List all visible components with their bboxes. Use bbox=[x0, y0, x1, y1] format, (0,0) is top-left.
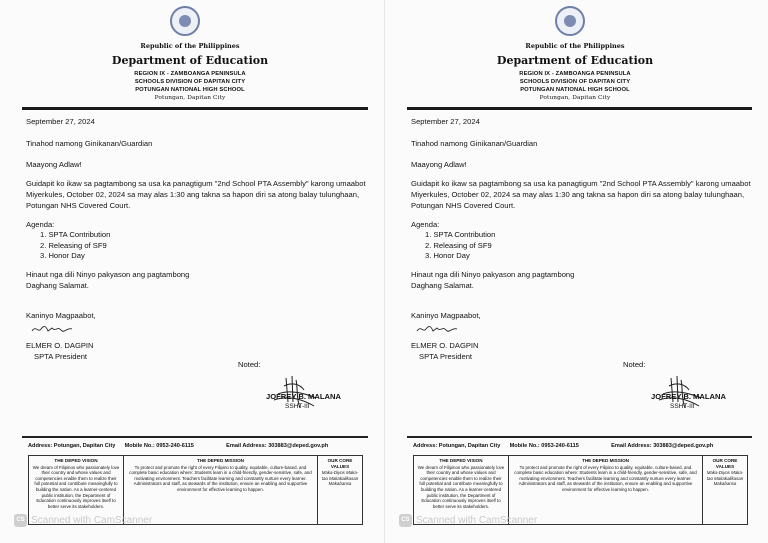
letter-addressee: Tinahod namong Ginikanan/Guardian bbox=[411, 139, 538, 148]
values-title: OUR CORE VALUES bbox=[712, 458, 738, 469]
school-heading: POTUNGAN NATIONAL HIGH SCHOOL bbox=[520, 87, 630, 93]
values-title: OUR CORE VALUES bbox=[327, 458, 353, 469]
mission-title: THE DEPED MISSION bbox=[197, 458, 244, 463]
values-column bbox=[318, 456, 362, 524]
region-heading: REGION IX - ZAMBOANGA PENINSULA bbox=[134, 71, 246, 77]
camscanner-watermark bbox=[399, 514, 537, 527]
camscanner-logo-icon: CS bbox=[14, 514, 27, 527]
footer-email: Email Address: 303883@deped.gov.ph bbox=[226, 443, 329, 449]
letter-addressee: Tinahod namong Ginikanan/Guardian bbox=[26, 139, 153, 148]
signature-scribble-icon bbox=[30, 323, 74, 335]
mission-column bbox=[124, 456, 318, 524]
closing-line: Hinaut nga dili Ninyo pakyason ang pagtambong bbox=[26, 270, 190, 279]
vision-title: THE DEPED VISION bbox=[439, 458, 483, 463]
footer-divider bbox=[407, 436, 752, 438]
mission-column bbox=[509, 456, 703, 524]
division-heading: SCHOOLS DIVISION OF DAPITAN CITY bbox=[519, 79, 631, 85]
closing-line: Hinaut nga dili Ninyo pakyason ang pagtambong bbox=[411, 270, 575, 279]
thanks-line: Daghang Salamat. bbox=[411, 281, 474, 290]
noted-name: JOFREY B. MALANA bbox=[651, 392, 726, 401]
noted-name: JOFREY B. MALANA bbox=[266, 392, 341, 401]
signer-name: ELMER O. DAGPIN bbox=[411, 341, 479, 350]
letter-greeting: Maayong Adlaw! bbox=[411, 160, 467, 169]
region-heading: REGION IX - ZAMBOANGA PENINSULA bbox=[519, 71, 631, 77]
letter-date: September 27, 2024 bbox=[411, 117, 480, 126]
letter-greeting: Maayong Adlaw! bbox=[26, 160, 82, 169]
values-text: Maka-Diyos Maka-tao Makakalikasan Makabansa bbox=[321, 470, 359, 487]
noted-title: SSHT-III bbox=[285, 403, 310, 410]
footer-address: Address: Potungan, Dapitan City bbox=[413, 443, 501, 449]
document-page-right bbox=[384, 0, 768, 543]
agenda-item: 3. Honor Day bbox=[40, 251, 85, 260]
signer-title: SPTA President bbox=[34, 352, 88, 361]
footer-contact-row bbox=[28, 443, 358, 449]
republic-heading: Republic of the Philippines bbox=[140, 42, 240, 50]
footer-mobile: Mobile No.: 0953-240-6115 bbox=[124, 443, 194, 449]
agenda-item: 1. SPTA Contribution bbox=[40, 230, 111, 239]
signer-name: ELMER O. DAGPIN bbox=[26, 341, 94, 350]
letter-paragraph: Guidapit ko ikaw sa pagtambong sa usa ka panagtigum "2nd School PTA Assembly" karong umaabot Miyerkules, October 02, 2024 sa may alas 1:30 ang takna sa hapon diri sa atong balay tulunghaan, Potungan NHS Covered Court. bbox=[411, 179, 751, 210]
signature-scribble-icon bbox=[415, 323, 459, 335]
letter-date: September 27, 2024 bbox=[26, 117, 95, 126]
agenda-item: 2. Releasing of SF9 bbox=[40, 240, 107, 250]
noted-label: Noted: bbox=[623, 360, 646, 369]
values-column bbox=[703, 456, 747, 524]
agenda-list bbox=[425, 230, 495, 262]
mission-title: THE DEPED MISSION bbox=[582, 458, 629, 463]
footer-mobile: Mobile No.: 0953-240-6115 bbox=[509, 443, 579, 449]
department-heading: Department of Education bbox=[111, 54, 269, 67]
deped-seal-icon bbox=[170, 6, 200, 36]
agenda-list bbox=[40, 230, 110, 262]
noted-label: Noted: bbox=[238, 360, 261, 369]
location-heading: Potungan, Dapitan City bbox=[539, 95, 611, 101]
letter-paragraph: Guidapit ko ikaw sa pagtambong sa usa ka panagtigum "2nd School PTA Assembly" karong umaabot Miyerkules, October 02, 2024 sa may alas 1:30 ang takna sa hapon diri sa atong balay tulunghaan, Potungan NHS Covered Court. bbox=[26, 179, 366, 210]
header-divider bbox=[407, 107, 752, 110]
vision-text: We dream of Filipinos who passionately love their country and whose values and competencies enable them to realize their full potential and contribute meaningfully to building the nation. As a learner-centered public institution, the Department of Education continuously improves itself to better serve its stakeholders. bbox=[32, 464, 120, 509]
department-heading: Department of Education bbox=[496, 54, 654, 67]
footer-address: Address: Potungan, Dapitan City bbox=[28, 443, 116, 449]
agenda-item: 1. SPTA Contribution bbox=[425, 230, 496, 239]
agenda-title: Agenda: bbox=[411, 220, 440, 229]
regards-line: Kaninyo Magpaabot, bbox=[26, 311, 96, 320]
mission-text: To protect and promote the right of every Filipino to quality, equitable, culture-based, and complete basic education where: Students learn in a child-friendly, gender-sensitive, safe, and motivating environment. Teachers facilitate learning and constantly nurture every learner. Administrators and staff, as stewards of the institution, ensure an enabling and supportive environment for effective learning to happen. bbox=[514, 464, 697, 492]
agenda-item: 3. Honor Day bbox=[425, 251, 470, 260]
values-text: Maka-Diyos Maka-tao Makakalikasan Makabansa bbox=[706, 470, 744, 487]
deped-seal-icon bbox=[555, 6, 585, 36]
thanks-line: Daghang Salamat. bbox=[26, 281, 89, 290]
school-heading: POTUNGAN NATIONAL HIGH SCHOOL bbox=[135, 87, 245, 93]
camscanner-logo-icon: CS bbox=[399, 514, 412, 527]
footer-divider bbox=[22, 436, 368, 438]
footer-contact-row bbox=[413, 443, 743, 449]
noted-title: SSHT-III bbox=[670, 403, 695, 410]
signer-title: SPTA President bbox=[419, 352, 473, 361]
watermark-text: Scanned with CamScanner bbox=[416, 515, 538, 527]
vision-text: We dream of Filipinos who passionately love their country and whose values and competencies enable them to realize their full potential and contribute meaningfully to building the nation. As a learner-centered public institution, the Department of Education continuously improves itself to better serve its stakeholders. bbox=[417, 464, 505, 509]
watermark-text: Scanned with CamScanner bbox=[31, 515, 153, 527]
agenda-item: 2. Releasing of SF9 bbox=[425, 240, 492, 250]
agenda-title: Agenda: bbox=[26, 220, 55, 229]
camscanner-watermark bbox=[14, 514, 152, 527]
division-heading: SCHOOLS DIVISION OF DAPITAN CITY bbox=[134, 79, 246, 85]
header-divider bbox=[22, 107, 368, 110]
mission-text: To protect and promote the right of every Filipino to quality, equitable, culture-based, and complete basic education where: Students learn in a child-friendly, gender-sensitive, safe, and motivating environment. Teachers facilitate learning and constantly nurture every learner. Administrators and staff, as stewards of the institution, ensure an enabling and supportive environment for effective learning to happen. bbox=[129, 464, 312, 492]
vision-title: THE DEPED VISION bbox=[54, 458, 98, 463]
republic-heading: Republic of the Philippines bbox=[525, 42, 625, 50]
location-heading: Potungan, Dapitan City bbox=[154, 95, 226, 101]
regards-line: Kaninyo Magpaabot, bbox=[411, 311, 481, 320]
footer-email: Email Address: 303883@deped.gov.ph bbox=[611, 443, 714, 449]
